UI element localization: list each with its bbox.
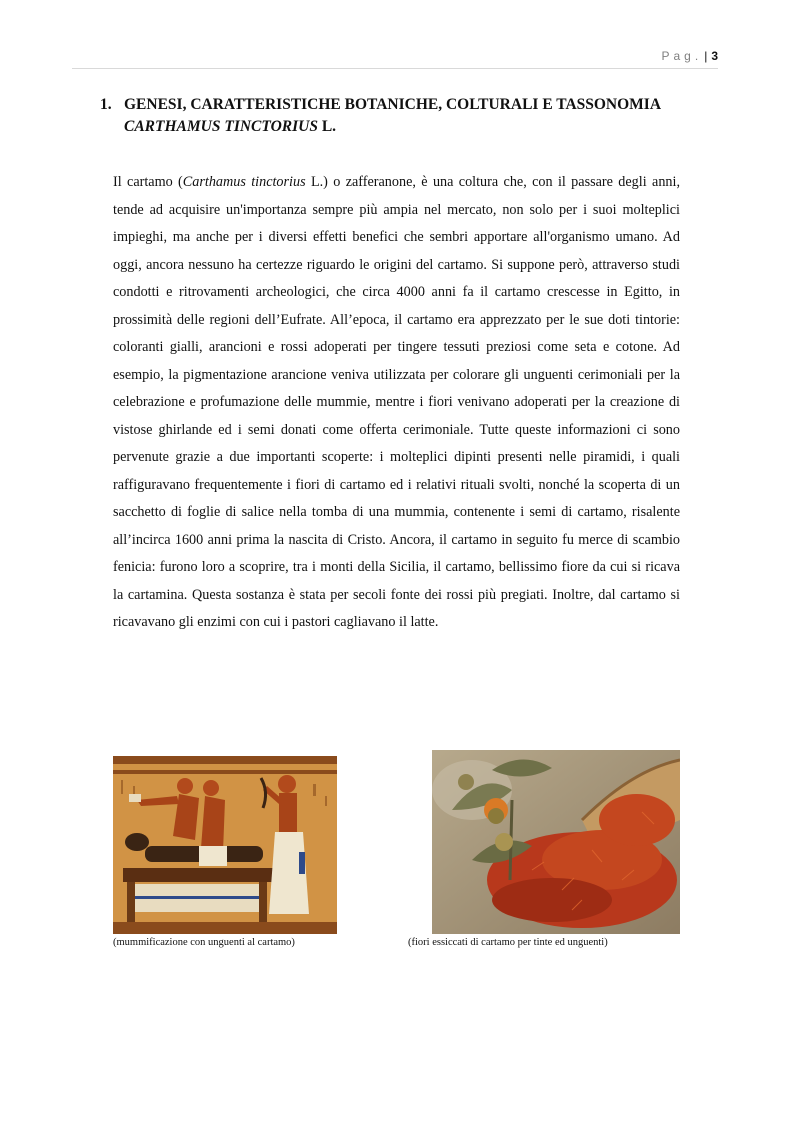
dried-safflower-image bbox=[432, 750, 680, 934]
section-title-line2 bbox=[100, 116, 700, 138]
section-heading bbox=[100, 94, 700, 138]
section-title-line1: GENESI, CARATTERISTICHE BOTANICHE, COLTURALI E TASSONOMIA bbox=[124, 96, 662, 113]
body-species-name: Carthamus tinctorius bbox=[182, 174, 306, 190]
dried-safflower-photo bbox=[432, 750, 680, 934]
figure-caption-safflower: (fiori essiccati di cartamo per tinte ed unguenti) bbox=[408, 937, 608, 948]
section-title-author: L. bbox=[317, 118, 337, 135]
page-header bbox=[72, 46, 718, 69]
egyptian-painting-illustration bbox=[113, 756, 337, 934]
page-label: Pag. bbox=[661, 49, 703, 63]
body-paragraph bbox=[113, 169, 680, 637]
mummification-painting-image bbox=[113, 756, 337, 934]
page-number bbox=[662, 49, 719, 63]
page-number-value: 3 bbox=[711, 49, 718, 63]
section-number: 1. bbox=[100, 96, 112, 113]
page-separator: | bbox=[704, 49, 708, 63]
body-text-start: Il cartamo ( bbox=[113, 174, 183, 190]
section-title-species: CARTHAMUS TINCTORIUS bbox=[124, 118, 318, 135]
body-text-rest: L.) o zafferanone, è una coltura che, con il passare degli anni, tende ad acquisire un'importanza sempre più ampia nel mercato, non solo per i suoi molteplici impieghi, ma anche per i diversi effetti benefici che sembri apportare all'organismo umano. Ad oggi, ancora nessuno ha certezze riguardo le origini del cartamo. Si suppone però, attraverso studi condotti e ritrovamenti archeologici, che circa 4000 anni fa il cartamo crescesse in Egitto, in prossimità delle regioni dell’Eufrate. All’epoca, il cartamo era apprezzato per le sue doti tintorie: coloranti gialli, arancioni e rossi adoperati per tingere tessuti preziosi come seta e cotone. Ad esempio, la pigmentazione arancione veniva utilizzata per colorare gli unguenti cerimoniali per la celebrazione e profumazione delle mummie, mentre i fiori venivano adoperati per la creazione di vistose ghirlande ed i semi donati come offerta cerimoniale. Tutte queste informazioni ci sono pervenute grazie a due importanti scoperte: i molteplici dipinti presenti nelle piramidi, i quali raffiguravano frequentemente i fiori di cartamo ed i relativi rituali svolti, nonché la scoperta di un sacchetto di foglie di salice nella tomba di una mummia, contenente i semi di cartamo, risalente all’incirca 1600 anni prima la nascita di Cristo. Ancora, il cartamo in seguito fu merce di scambio fenicia: furono loro a scoprire, tra i monti della Sicilia, il cartamo, bellissimo fiore da cui si ricava la cartamina. Questa sostanza è stata per secoli fonte dei rossi più pregiati. Inoltre, dal cartamo si ricavavano gli enzimi con cui i pastori cagliavano il latte. bbox=[113, 174, 680, 630]
figure-caption-mummification: (mummificazione con unguenti al cartamo) bbox=[113, 937, 295, 948]
